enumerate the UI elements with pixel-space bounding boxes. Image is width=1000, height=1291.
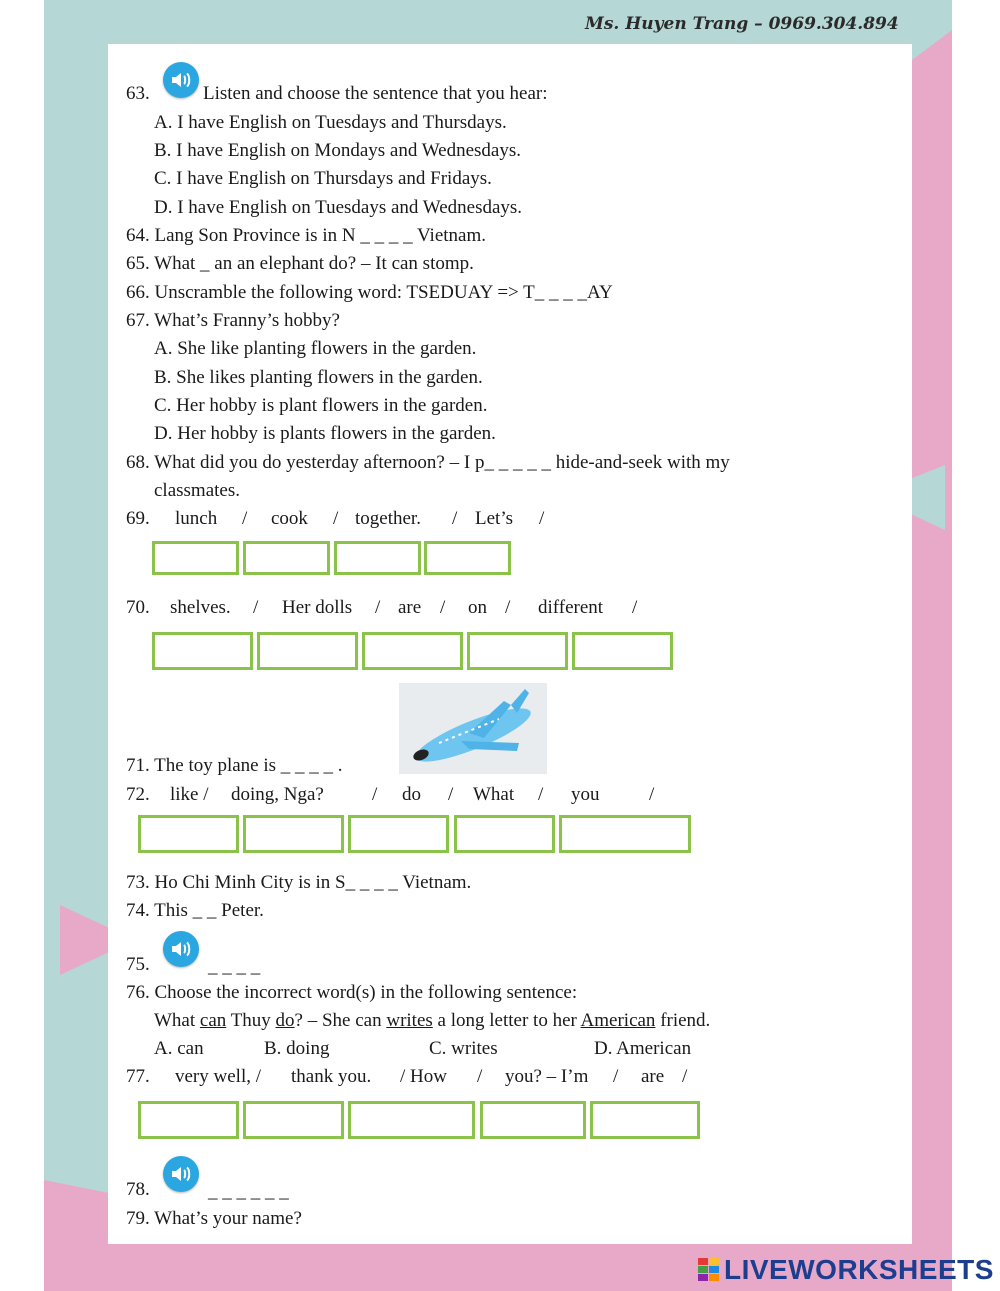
q69-drop-box-2[interactable] [243, 541, 330, 575]
q72-drop-box-5[interactable] [559, 815, 691, 853]
q72-number: 72. [126, 784, 150, 805]
q69-word[interactable]: lunch [175, 508, 218, 529]
author-header: Ms. Huyen Trang – 0969.304.894 [585, 14, 899, 34]
toy-plane-image [399, 683, 547, 774]
q63-option-c[interactable]: C. I have English on Thursdays and Fridays. [154, 168, 492, 189]
q70-drop-box-3[interactable] [362, 632, 463, 670]
q72-drop-box-4[interactable] [454, 815, 555, 853]
q77-slash: / [477, 1066, 483, 1087]
q69-slash: / [242, 508, 248, 529]
q77-drop-box-2[interactable] [243, 1101, 344, 1139]
q70-drop-box-5[interactable] [572, 632, 673, 670]
q76-sentence-part: ? – She can [294, 1010, 387, 1031]
q76-sentence-part: Thuy [226, 1010, 276, 1031]
q72-drop-box-2[interactable] [243, 815, 344, 853]
q77-slash: / [613, 1066, 619, 1087]
q73-text: 73. Ho Chi Minh City is in S_ _ _ _ Vietnam. [126, 872, 472, 893]
q70-number: 70. [126, 597, 150, 618]
q78-number: 78. [126, 1179, 150, 1200]
q76-text: 76. Choose the incorrect word(s) in the following sentence: [126, 982, 578, 1003]
q77-drop-box-4[interactable] [480, 1101, 586, 1139]
q70-word[interactable]: different [538, 597, 604, 618]
q77-slash: / [682, 1066, 688, 1087]
q69-number: 69. [126, 508, 150, 529]
q76-option-d[interactable]: D. American [594, 1038, 692, 1059]
q77-word[interactable]: are [641, 1066, 665, 1087]
q69-word[interactable]: cook [271, 508, 308, 529]
q69-slash: / [333, 508, 339, 529]
q72-slash: / [649, 784, 655, 805]
q77-word[interactable]: you? – I’m [505, 1066, 589, 1087]
q76-option-a[interactable]: A. can [154, 1038, 204, 1059]
q72-drop-box-1[interactable] [138, 815, 239, 853]
q70-drop-box-1[interactable] [152, 632, 253, 670]
q69-word[interactable]: together. [355, 508, 421, 529]
speaker-icon-q78[interactable] [163, 1156, 199, 1192]
q70-word[interactable]: are [398, 597, 422, 618]
q72-slash: / [448, 784, 454, 805]
brand-name[interactable]: LIVEWORKSHEETS [724, 1254, 994, 1285]
q70-slash: / [375, 597, 381, 618]
speaker-icon-q63[interactable] [163, 62, 199, 98]
q70-slash: / [253, 597, 259, 618]
q70-slash: / [632, 597, 638, 618]
q70-word[interactable]: on [468, 597, 487, 618]
q69-drop-box-1[interactable] [152, 541, 239, 575]
q70-word[interactable]: shelves. [170, 597, 231, 618]
q72-word[interactable]: you [571, 784, 600, 805]
q64-text: 64. Lang Son Province is in N _ _ _ _ Vietnam. [126, 225, 487, 246]
q76-sentence-part: a long letter to her [432, 1010, 581, 1031]
q72-word[interactable]: do [402, 784, 421, 805]
q77-word[interactable]: thank you. [291, 1066, 372, 1087]
q77-word[interactable]: very well, / [175, 1066, 262, 1087]
q70-slash: / [440, 597, 446, 618]
q68-line2: classmates. [154, 480, 241, 501]
q75-blank[interactable]: _ _ _ _ [208, 956, 261, 977]
q76-option-c[interactable]: C. writes [429, 1038, 498, 1059]
q76-underlined-writes: writes [386, 1010, 433, 1031]
q68-line1: 68. What did you do yesterday afternoon? – I p_ _ _ _ _ hide-and-seek with my [126, 452, 730, 473]
q63-prompt: Listen and choose the sentence that you hear: [203, 83, 548, 104]
q67-option-a[interactable]: A. She like planting flowers in the garden. [154, 338, 477, 359]
q72-word[interactable]: doing, Nga? [231, 784, 324, 805]
q67-text: 67. What’s Franny’s hobby? [126, 310, 340, 331]
q63-option-a[interactable]: A. I have English on Tuesdays and Thursdays. [154, 112, 507, 133]
q75-number: 75. [126, 954, 150, 975]
q79-text: 79. What’s your name? [126, 1208, 302, 1229]
q70-drop-box-4[interactable] [467, 632, 568, 670]
q72-word[interactable]: What [473, 784, 515, 805]
q69-slash: / [452, 508, 458, 529]
liveworksheets-logo-icon [698, 1258, 720, 1282]
q69-drop-box-4[interactable] [424, 541, 511, 575]
q69-word[interactable]: Let’s [475, 508, 513, 529]
q63-option-b[interactable]: B. I have English on Mondays and Wednesdays. [154, 140, 521, 161]
q77-drop-box-1[interactable] [138, 1101, 239, 1139]
q76-underlined-can: can [199, 1010, 227, 1031]
q71-text: 71. The toy plane is _ _ _ _ . [126, 755, 343, 776]
q76-underlined-do: do [275, 1010, 295, 1031]
q67-option-b[interactable]: B. She likes planting flowers in the garden. [154, 367, 483, 388]
q77-drop-box-3[interactable] [348, 1101, 475, 1139]
q76-sentence-part: What [154, 1010, 200, 1031]
q69-slash: / [539, 508, 545, 529]
q63-number: 63. [126, 83, 150, 104]
q66-text: 66. Unscramble the following word: TSEDUAY => T_ _ _ _AY [126, 282, 613, 303]
q70-drop-box-2[interactable] [257, 632, 358, 670]
q76-option-b[interactable]: B. doing [264, 1038, 330, 1059]
q72-word[interactable]: like / [170, 784, 209, 805]
q70-word[interactable]: Her dolls [282, 597, 353, 618]
q77-drop-box-5[interactable] [590, 1101, 700, 1139]
q72-slash: / [538, 784, 544, 805]
q76-underlined-american: American [580, 1010, 656, 1031]
q76-sentence [154, 1010, 710, 1032]
q78-blank[interactable]: _ _ _ _ _ _ [208, 1181, 289, 1202]
q63-option-d[interactable]: D. I have English on Tuesdays and Wednesdays. [154, 197, 523, 218]
q76-sentence-part: friend. [655, 1010, 711, 1031]
q77-word[interactable]: / How [400, 1066, 447, 1087]
q72-drop-box-3[interactable] [348, 815, 449, 853]
q74-text: 74. This _ _ Peter. [126, 900, 264, 921]
q70-slash: / [505, 597, 511, 618]
q67-option-c[interactable]: C. Her hobby is plant flowers in the garden. [154, 395, 488, 416]
q77-number: 77. [126, 1066, 150, 1087]
q67-option-d[interactable]: D. Her hobby is plants flowers in the garden. [154, 423, 496, 444]
speaker-icon-q75[interactable] [163, 931, 199, 967]
q72-slash: / [372, 784, 378, 805]
q69-drop-box-3[interactable] [334, 541, 421, 575]
q65-text: 65. What _ an an elephant do? – It can stomp. [126, 253, 474, 274]
